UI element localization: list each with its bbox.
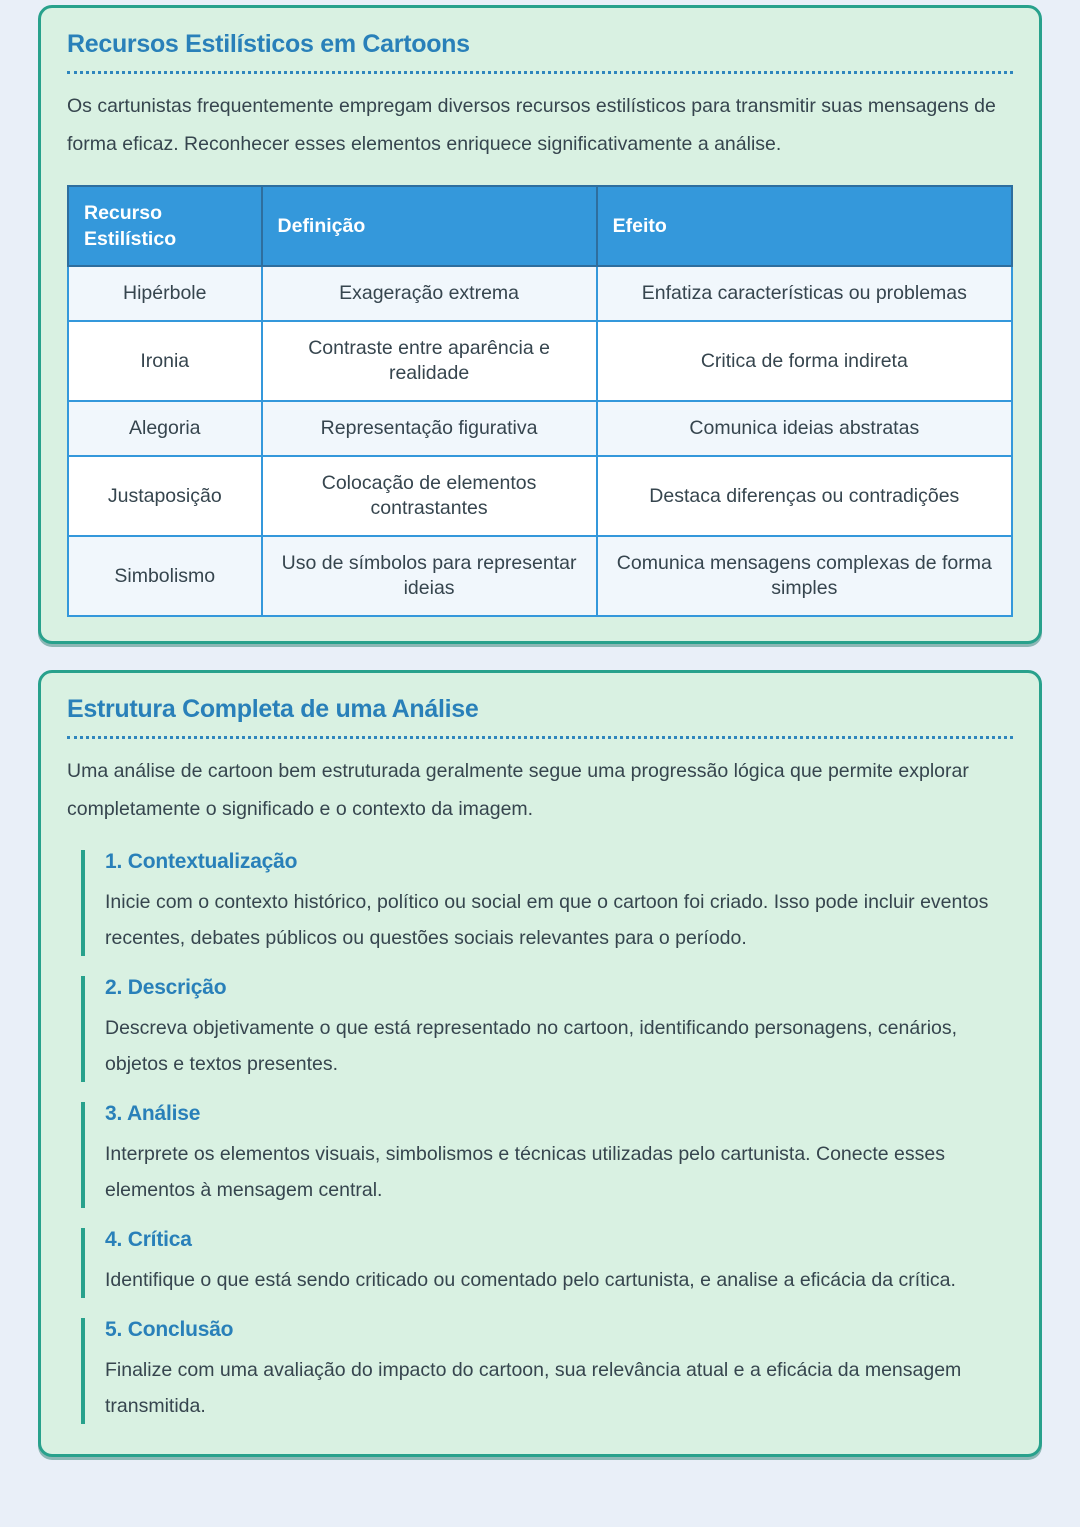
cell-efeito: Comunica mensagens complexas de forma simples	[597, 536, 1012, 616]
intro-paragraph-estrutura: Uma análise de cartoon bem estruturada geralmente segue uma progressão lógica que permite explorar completamente o significado e o contexto da imagem.	[67, 760, 969, 820]
cell-definicao: Uso de símbolos para representar ideias	[262, 536, 597, 616]
step-heading: 1. Contextualização	[105, 850, 298, 873]
column-header-recurso: Recurso Estilístico	[68, 186, 262, 266]
analysis-step	[81, 1318, 1013, 1424]
table-row	[68, 321, 1012, 401]
cell-efeito: Destaca diferenças ou contradições	[597, 456, 1012, 536]
step-body: Inicie com o contexto histórico, político ou social em que o cartoon foi criado. Isso pode incluir eventos recentes, debates públicos ou questões sociais relevantes para o período.	[105, 891, 989, 949]
cell-definicao: Exageração extrema	[262, 266, 597, 321]
card-title-recursos: Recursos Estilísticos em Cartoons	[67, 30, 1013, 74]
table-row	[68, 536, 1012, 616]
cell-recurso: Ironia	[68, 321, 262, 401]
step-body: Finalize com uma avaliação do impacto do cartoon, sua relevância atual e a eficácia da mensagem transmitida.	[105, 1359, 962, 1417]
column-header-efeito: Efeito	[597, 186, 1012, 266]
cell-recurso: Simbolismo	[68, 536, 262, 616]
card-title-estrutura: Estrutura Completa de uma Análise	[67, 695, 1013, 739]
cell-efeito: Comunica ideias abstratas	[597, 401, 1012, 456]
recursos-table-head	[68, 186, 1012, 266]
step-heading: 5. Conclusão	[105, 1318, 234, 1341]
analysis-step	[81, 976, 1013, 1082]
step-heading: 2. Descrição	[105, 976, 227, 999]
analysis-steps-list	[67, 850, 1013, 1424]
cell-definicao: Colocação de elementos contrastantes	[262, 456, 597, 536]
step-body: Interprete os elementos visuais, simbolismos e técnicas utilizadas pelo cartunista. Conecte esses elementos à mensagem central.	[105, 1143, 945, 1201]
card-recursos-estilisticos	[38, 5, 1042, 644]
analysis-step	[81, 1102, 1013, 1208]
column-header-definicao: Definição	[262, 186, 597, 266]
analysis-step	[81, 1228, 1013, 1298]
recursos-table	[67, 185, 1013, 617]
step-body: Identifique o que está sendo criticado ou comentado pelo cartunista, e analise a eficácia da crítica.	[105, 1269, 956, 1291]
table-row	[68, 401, 1012, 456]
analysis-step	[81, 850, 1013, 956]
cell-definicao: Contraste entre aparência e realidade	[262, 321, 597, 401]
step-heading: 3. Análise	[105, 1102, 201, 1125]
cell-recurso: Alegoria	[68, 401, 262, 456]
step-heading: 4. Crítica	[105, 1228, 192, 1251]
cell-efeito: Critica de forma indireta	[597, 321, 1012, 401]
cell-recurso: Hipérbole	[68, 266, 262, 321]
cell-definicao: Representação figurativa	[262, 401, 597, 456]
intro-paragraph-recursos: Os cartunistas frequentemente empregam diversos recursos estilísticos para transmitir suas mensagens de forma eficaz. Reconhecer esses elementos enriquece significativamente a análise.	[67, 95, 996, 155]
cell-efeito: Enfatiza características ou problemas	[597, 266, 1012, 321]
cell-recurso: Justaposição	[68, 456, 262, 536]
recursos-table-body	[68, 266, 1012, 616]
table-row	[68, 266, 1012, 321]
step-body: Descreva objetivamente o que está representado no cartoon, identificando personagens, cenários, objetos e textos presentes.	[105, 1017, 958, 1075]
table-row	[68, 456, 1012, 536]
table-header-row	[68, 186, 1012, 266]
card-estrutura-analise	[38, 670, 1042, 1457]
